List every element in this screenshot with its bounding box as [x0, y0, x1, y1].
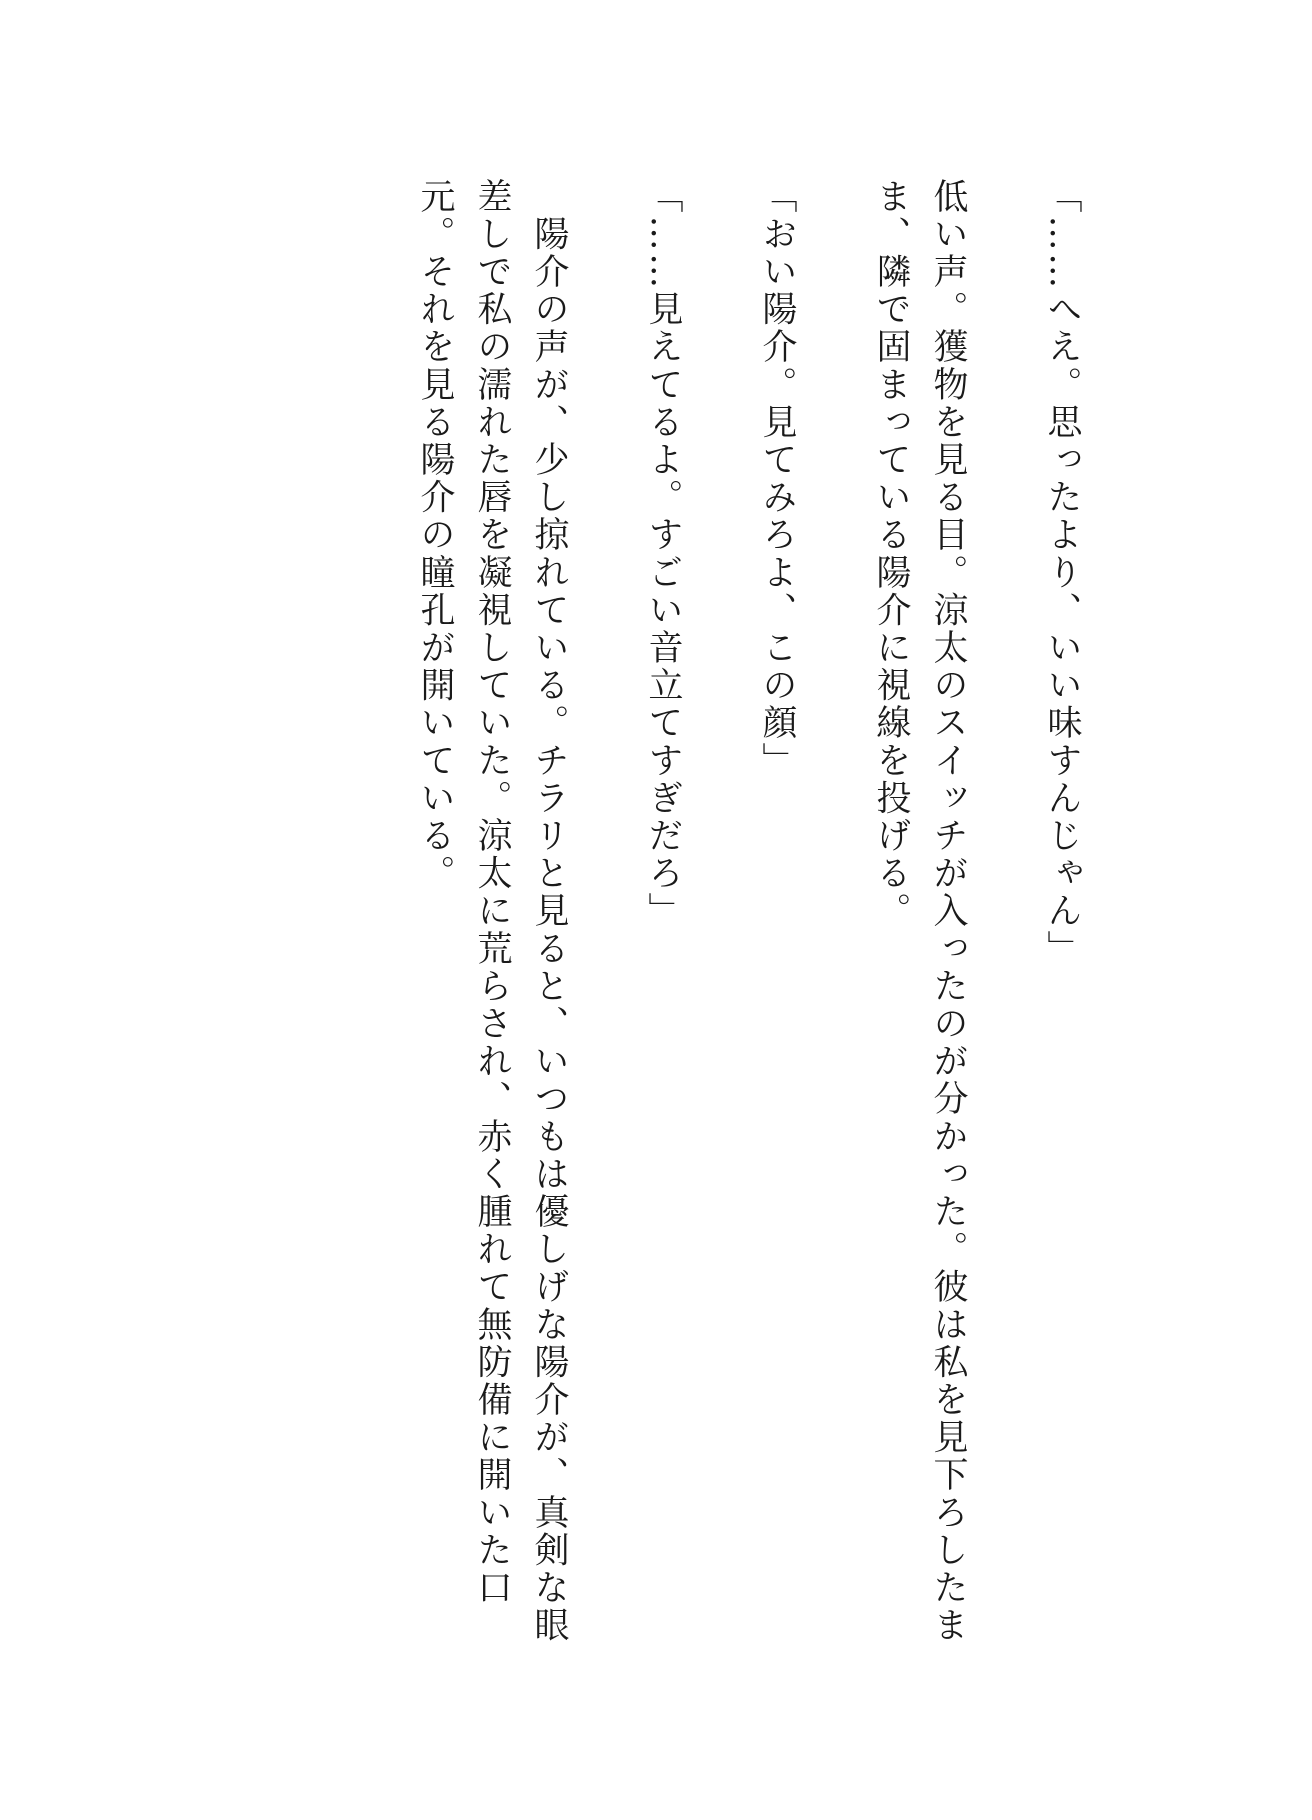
dialogue-line-1: 「……へえ。思ったより、いい味すんじゃん」: [1042, 178, 1082, 968]
narration-paragraph-1: 低い声。獲物を見る目。涼太のスイッチが入ったのが分かった。彼は私を見下ろしたまま、隣で固まっている陽介に視線を投げる。: [871, 178, 968, 1645]
blank-line-1: [976, 178, 1033, 1658]
dialogue-line-3: 「……見えてるよ。すごい音立てすぎだろ」: [643, 178, 683, 930]
dialogue-line-2: 「おい陽介。見てみろよ、この顔」: [757, 178, 797, 780]
blank-line-2: [805, 178, 862, 1658]
vertical-text-body: [406, 178, 1090, 1658]
blank-line-3: [691, 178, 748, 1658]
narration-paragraph-2: 陽介の声が、少し掠れている。チラリと見ると、いつもは優しげな陽介が、真剣な眼差しで私の濡れた唇を凝視していた。涼太に荒らされ、赤く腫れて無防備に開いた口元。それを見る陽介の瞳孔が開いている。: [415, 178, 569, 1645]
blank-line-4: [577, 178, 634, 1658]
